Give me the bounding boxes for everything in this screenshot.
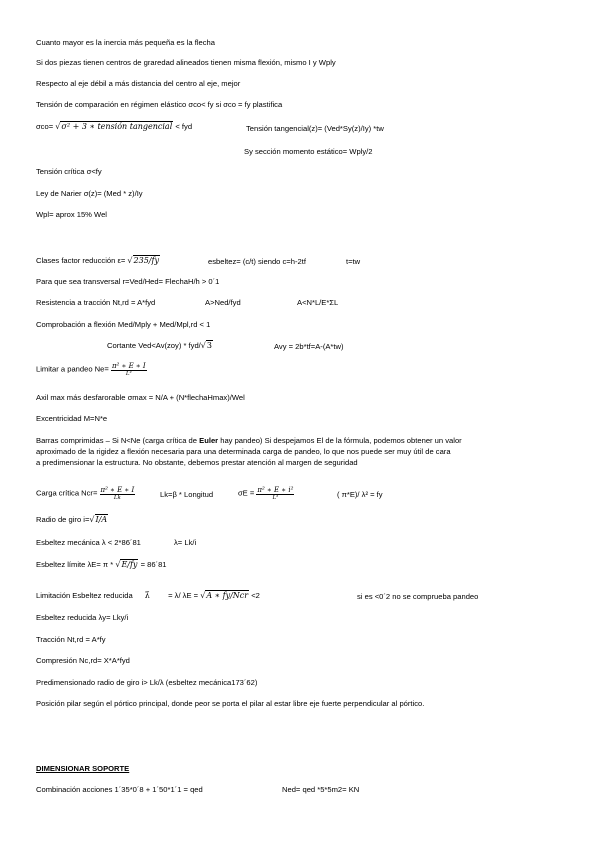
paragraph-text: Barras comprimidas – Si N<Ne (carga crítica de [36, 436, 200, 445]
fraction [256, 486, 294, 501]
text-area-min: A>Ned/fyd [205, 298, 241, 307]
paragraph-compressed-bars [36, 435, 566, 468]
formula-shear [107, 340, 213, 351]
formula-suffix: < fyd [175, 122, 193, 131]
fraction-numerator: π² ∗ E ∗ I [100, 486, 135, 494]
formula-label: Cortante Ved<Av(zoy) * fyd/ [107, 341, 201, 350]
euler-term: Euler [199, 436, 219, 445]
paragraph-line-2: aproximado de la rigidez a flexión necesaria para una determinada carga de pandeo, lo que nos puede ser muy útil de cara [36, 447, 451, 456]
text-predimension: Predimensionado radio de giro i> Lk/λ (esbeltez mecánica173´62) [36, 678, 258, 687]
text-narier-law: Ley de Narier σ(z)= (Med * z)/Iy [36, 189, 143, 198]
sqrt-content: 3 [206, 341, 212, 350]
formula-reduction-factor [36, 255, 160, 266]
text-line-inertia: Cuanto mayor es la inercia más pequeña es la flecha [36, 38, 215, 47]
fraction-denominator: L² [125, 371, 132, 377]
text-flexion-check: Comprobación a flexión Med/Mply + Med/Mpl,rd < 1 [36, 320, 211, 329]
text-tangential-stress: Tensión tangencial(z)= (Ved*Sy(z)/Iy) *tw [246, 124, 384, 133]
formula-label: σco= [36, 122, 54, 131]
text-reduced-slenderness: Esbeltez reducida λy= Lky/i [36, 613, 129, 622]
text-line-centers: Si dos piezas tienen centros de graredad alineados tienen misma flexión, mismo I y Wply [36, 58, 336, 67]
sqrt-expression: √I/A [89, 515, 108, 524]
text-no-buckling-check: si es <0´2 no se comprueba pandeo [357, 592, 479, 601]
formula-radius-gyration [36, 514, 108, 525]
text-lambda: λ= Lk/i [174, 538, 197, 547]
text-eccentricity: Excentricidad M=N*e [36, 414, 108, 423]
sqrt-expression: √235/fy [127, 256, 159, 265]
formula-label: Limitación Esbeltez reducida [36, 591, 133, 600]
formula-limit-slenderness [36, 559, 167, 570]
sqrt-content: A ∗ fy/Ncr [206, 591, 249, 600]
fraction [100, 486, 136, 501]
formula-label: Radio de giro i= [36, 515, 90, 524]
text-max-axial: Axil max más desfarorable σmax = N/A + (N*flechaHmax)/Wel [36, 393, 245, 402]
sqrt-content: σ² + 3 ∗ tensión tangencial [61, 122, 173, 131]
formula-label: Clases factor reducción ε= [36, 256, 126, 265]
formula-label: Esbeltez límite λE= π * [36, 560, 114, 569]
text-mechanical-slenderness: Esbeltez mecánica λ < 2*86´81 [36, 538, 141, 547]
fraction [111, 362, 147, 377]
formula-label: σE = [238, 488, 255, 498]
text-fy-relation: ( π*E)/ λ² = fy [337, 490, 383, 499]
text-load-combination: Combinación acciones 1´35*0´8 + 1´50*1´1 = qed [36, 785, 203, 794]
formula-sigma-e [238, 486, 294, 501]
lambda-bar-symbol: λ̄ [144, 591, 150, 600]
formula-sigma-co [36, 121, 192, 132]
text-pillar-position: Posición pilar según el pórtico principal, donde peor se porta el pilar al estar libre eje fuerte perpendicular al pórtico. [36, 699, 425, 708]
text-tension: Tracción Nt,rd = A*fy [36, 635, 106, 644]
fraction-denominator: Lk [113, 495, 121, 501]
section-heading: DIMENSIONAR SOPORTE [36, 764, 130, 773]
formula-label: Carga crítica Ncr= [36, 488, 98, 498]
text-area-max: A<N*L/E*ΣL [297, 298, 339, 307]
text-ned: Ned= qed *5*5m2= KN [282, 785, 360, 794]
sqrt-content: 235/fy [133, 256, 159, 265]
text-transversal: Para que sea transversal r=Ved/Hed= FlechaH/h > 0´1 [36, 277, 220, 286]
text-buckling-length: Lk=β * Longitud [160, 490, 214, 499]
text-critical-stress: Tensión crítica σ<fy [36, 167, 102, 176]
text-shear-area: Avy = 2b*tf=A-(A*tw) [274, 342, 344, 351]
text-static-moment: Sy sección momento estático= Wply/2 [244, 147, 373, 156]
fraction-denominator: L² [272, 495, 279, 501]
sqrt-expression: √A ∗ fy/Ncr [200, 591, 249, 600]
sqrt-content: E/fy [121, 560, 138, 569]
formula-suffix: <2 [249, 591, 260, 600]
paragraph-line-3: a predimensionar la estructura. No obstante, debemos prestar atención al margen de seguridad [36, 458, 358, 467]
text-t-tw: t=tw [346, 257, 361, 266]
formula-reduced-slenderness-limit [36, 590, 260, 601]
paragraph-text: hay pandeo) Si despejamos El de la fórmula, podemos obtener un valor [218, 436, 462, 445]
text-tension-resistance: Resistencia a tracción Nt,rd = A*fyd [36, 298, 156, 307]
text-slenderness: esbeltez= (c/t) siendo c=h-2tf [208, 257, 306, 266]
formula-label: Limitar a pandeo Ne= [36, 364, 109, 374]
text-line-weak-axis: Respecto al eje débil a más distancia del centro al eje, mejor [36, 79, 241, 88]
sqrt-expression: √E/fy [115, 560, 138, 569]
formula-text: = λ/ λE = [166, 591, 199, 600]
sqrt-content: I/A [95, 515, 108, 524]
text-wpl: Wpl= aprox 15% Wel [36, 210, 107, 219]
text-line-comparison-stress: Tensión de comparación en régimen elástico σco< fy si σco = fy plastifica [36, 100, 283, 109]
sqrt-expression: √σ² + 3 ∗ tensión tangencial [55, 122, 173, 131]
text-compression: Compresión Nc,rd= X*A*fyd [36, 656, 130, 665]
fraction-numerator: π² ∗ E ∗ i² [257, 486, 294, 494]
formula-buckling-limit [36, 362, 147, 377]
paragraph-line-1 [36, 435, 566, 446]
formula-critical-load [36, 486, 135, 501]
sqrt-expression: √3 [200, 341, 212, 350]
formula-suffix: = 86´81 [138, 560, 167, 569]
fraction-numerator: π² ∗ E ∗ I [111, 362, 146, 370]
